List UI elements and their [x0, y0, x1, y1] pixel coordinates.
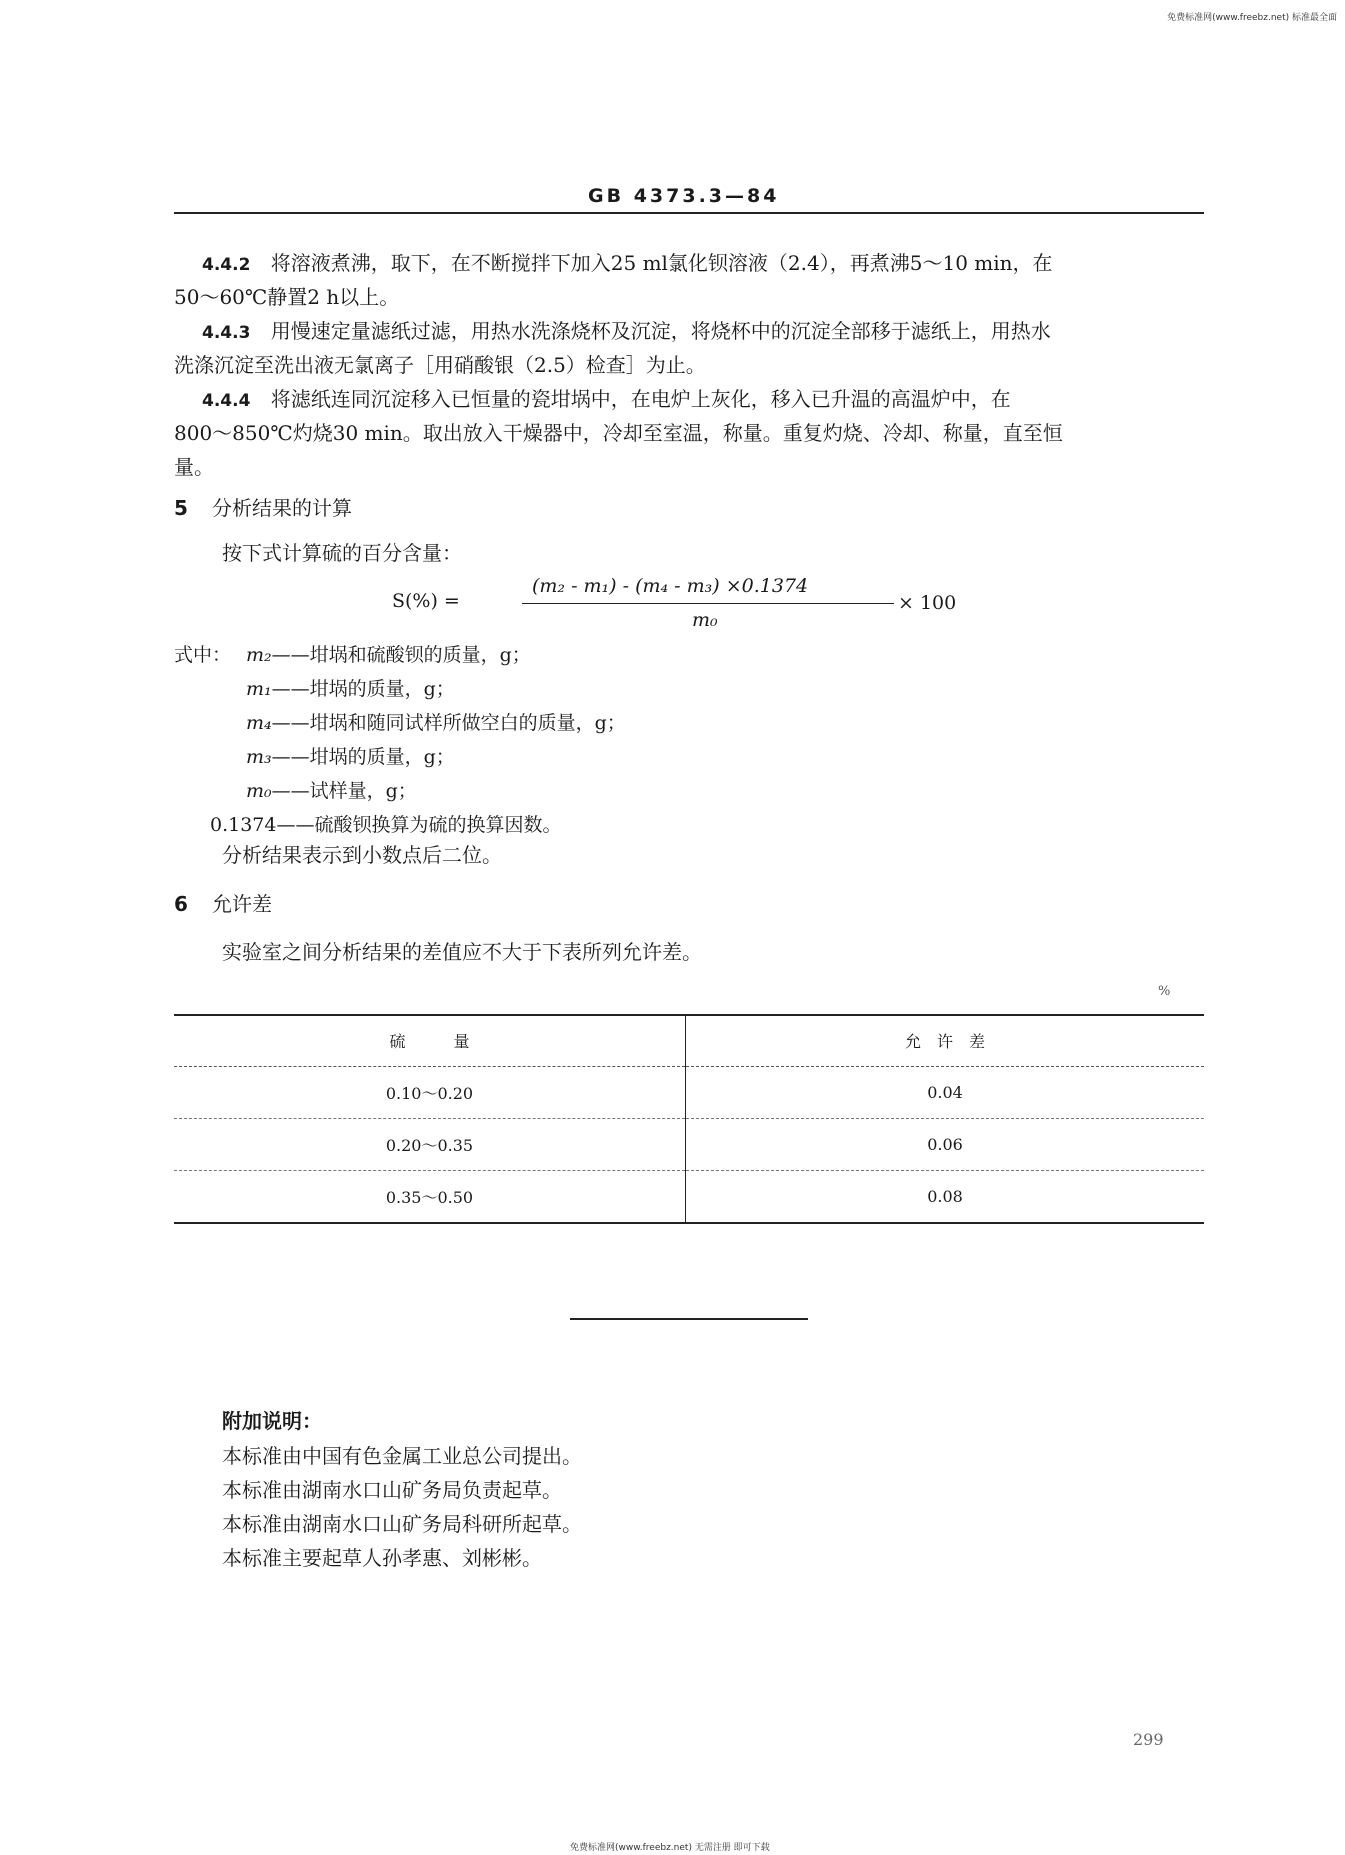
table-row [174, 1067, 1204, 1119]
step-text-line1: 将溶液煮沸，取下，在不断搅拌下加入25 ml氯化钡溶液（2.4），再煮沸5～10 min，在 [270, 251, 1053, 275]
bottom-banner: 免费标准网(www.freebz.net) 无需注册 即可下载 [570, 1843, 770, 1853]
notes-title: 附加说明： [222, 1409, 322, 1433]
section-title: 允许差 [212, 892, 272, 916]
definition-text: ——坩埚的质量，g； [271, 678, 455, 700]
formula-numerator: (m₂ - m₁) - (m₄ - m₃) ×0.1374 [532, 575, 809, 597]
standard-code: GB 4373.3—84 [588, 185, 780, 207]
cell-range: 0.10～0.20 [174, 1067, 686, 1119]
cell-range: 0.35～0.50 [174, 1171, 686, 1224]
step-4-4-2 [174, 246, 1053, 282]
formula-denominator: m₀ [692, 609, 718, 631]
section-6-heading [174, 888, 272, 917]
step-number: 4.4.2 [202, 255, 251, 275]
definition-text: ——试样量，g； [271, 780, 417, 802]
section-5-note: 分析结果表示到小数点后二位。 [222, 843, 502, 867]
table-row [174, 1171, 1204, 1224]
definition-text: ——坩埚的质量，g； [271, 746, 455, 768]
table-row [174, 1119, 1204, 1171]
cell-tolerance: 0.04 [686, 1067, 1205, 1119]
definition-m4 [246, 708, 626, 735]
symbol: m₀ [246, 780, 272, 802]
note-line: 本标准主要起草人孙孝惠、刘彬彬。 [222, 1546, 542, 1570]
section-title: 分析结果的计算 [212, 496, 352, 520]
step-4-4-4-cont: 800～850℃灼烧30 min。取出放入干燥器中，冷却至室温，称量。重复灼烧、冷却、称量，直至恒 [174, 421, 1063, 445]
section-6-intro: 实验室之间分析结果的差值应不大于下表所列允许差。 [222, 940, 702, 964]
symbol: 0.1374 [210, 814, 277, 836]
section-number: 6 [174, 892, 188, 916]
definition-text: ——坩埚和硫酸钡的质量，g； [271, 644, 531, 666]
cell-range: 0.20～0.35 [174, 1119, 686, 1171]
step-text-line1: 将滤纸连同沉淀移入已恒量的瓷坩埚中，在电炉上灰化，移入已升温的高温炉中，在 [270, 387, 1011, 411]
table-header-row [174, 1015, 1204, 1067]
step-4-4-4 [174, 382, 1011, 418]
definition-text: ——坩埚和随同试样所做空白的质量，g； [271, 712, 626, 734]
formula-multiplier: × 100 [898, 592, 957, 614]
step-4-4-2-cont: 50～60℃静置2 h以上。 [174, 285, 400, 309]
note-line: 本标准由湖南水口山矿务局负责起草。 [222, 1478, 562, 1502]
definition-m2 [246, 640, 531, 667]
cell-tolerance: 0.08 [686, 1171, 1205, 1224]
definition-factor [210, 810, 562, 837]
definition-m0 [246, 776, 417, 803]
where-label: 式中： [174, 644, 232, 666]
section-5-heading [174, 492, 352, 521]
symbol: m₁ [246, 678, 272, 700]
step-number: 4.4.4 [202, 391, 251, 411]
section-5-intro: 按下式计算硫的百分含量： [222, 541, 462, 565]
section-number: 5 [174, 496, 188, 520]
definition-m3 [246, 742, 455, 769]
symbol: m₃ [246, 746, 272, 768]
step-text-line1: 用慢速定量滤纸过滤，用热水洗涤烧杯及沉淀，将烧杯中的沉淀全部移于滤纸上，用热水 [270, 319, 1051, 343]
header-sulfur-content: 硫 量 [174, 1015, 686, 1067]
step-4-4-3 [174, 314, 1051, 350]
symbol: m₂ [246, 644, 272, 666]
header-tolerance: 允 许 差 [686, 1015, 1205, 1067]
top-banner: 免费标准网(www.freebz.net) 标准最全面 [1167, 13, 1337, 23]
note-line: 本标准由中国有色金属工业总公司提出。 [222, 1444, 582, 1468]
symbol: m₄ [246, 712, 272, 734]
table-unit: % [1158, 984, 1171, 999]
definition-text: ——硫酸钡换算为硫的换算因数。 [276, 814, 562, 836]
step-4-4-3-cont: 洗涤沉淀至洗出液无氯离子［用硝酸银（2.5）检查］为止。 [174, 353, 706, 377]
end-rule [570, 1318, 808, 1320]
definition-m1 [246, 674, 455, 701]
step-number: 4.4.3 [202, 323, 251, 343]
step-4-4-4-cont2: 量。 [174, 455, 214, 479]
cell-tolerance: 0.06 [686, 1119, 1205, 1171]
note-line: 本标准由湖南水口山矿务局科研所起草。 [222, 1512, 582, 1536]
page-number: 299 [1133, 1730, 1164, 1749]
tolerance-table [174, 1015, 1204, 1224]
fraction-bar [522, 603, 894, 604]
header-rule [174, 212, 1204, 214]
formula-lhs: S(%) = [392, 590, 460, 612]
